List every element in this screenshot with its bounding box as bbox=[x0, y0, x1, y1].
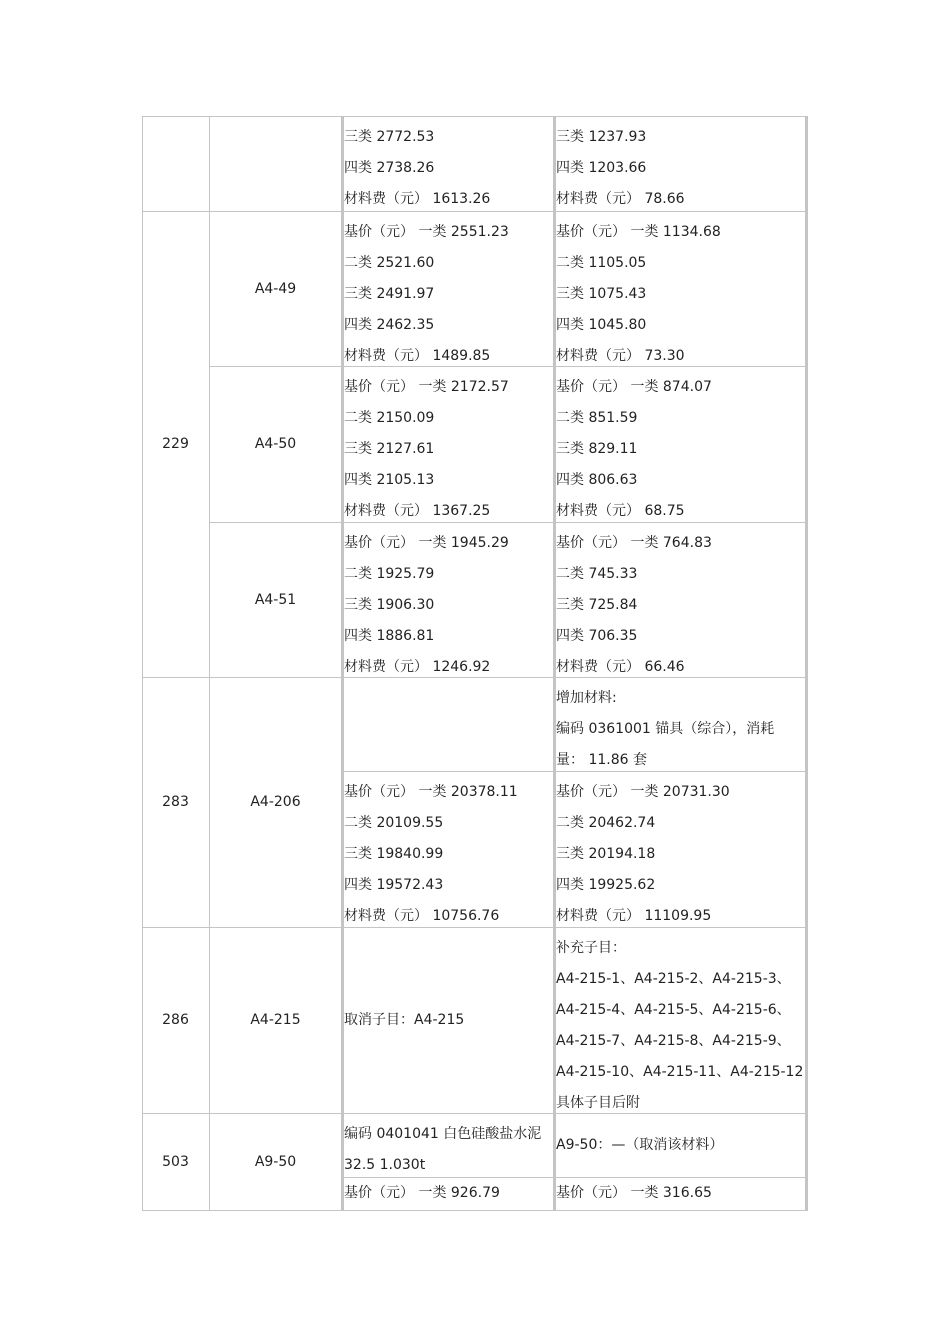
value-line: 四类 1045.80 bbox=[556, 317, 647, 333]
added-material-cell bbox=[556, 677, 805, 776]
value-line: 基价（元） 一类 316.65 bbox=[556, 1185, 712, 1201]
value-line: 三类 2491.97 bbox=[344, 286, 435, 302]
row-number: 503 bbox=[162, 1153, 189, 1170]
value-line: 三类 1237.93 bbox=[556, 129, 647, 145]
value-line: 四类 19925.62 bbox=[556, 877, 656, 893]
value-line: 基价（元） 一类 764.83 bbox=[556, 535, 712, 551]
value-line: 材料费（元） 1489.85 bbox=[344, 348, 491, 364]
value-line: 基价（元） 一类 1945.29 bbox=[344, 535, 509, 551]
value-line: 基价（元） 一类 20378.11 bbox=[344, 784, 518, 800]
cancel-material-text: A9-50：—（取消该材料） bbox=[556, 1136, 724, 1153]
value-line: 二类 2521.60 bbox=[344, 255, 435, 271]
value-line: 补充子目： bbox=[556, 940, 626, 956]
old-values-cell bbox=[344, 366, 553, 527]
value-line: 二类 1925.79 bbox=[344, 566, 435, 582]
value-line: A4-215-4、A4-215-5、A4-215-6、 bbox=[556, 1002, 791, 1018]
value-line: 二类 1105.05 bbox=[556, 255, 647, 271]
value-line: 编码 0401041 白色硅酸盐水泥 bbox=[344, 1126, 542, 1142]
old-values-cell bbox=[344, 522, 553, 683]
value-line: 三类 1906.30 bbox=[344, 597, 435, 613]
value-line: 材料费（元） 1367.25 bbox=[344, 503, 491, 519]
value-line: 基价（元） 一类 874.07 bbox=[556, 379, 712, 395]
cancelled-item-cell bbox=[344, 927, 553, 1113]
value-line: 三类 725.84 bbox=[556, 597, 638, 613]
cancel-material-cell bbox=[556, 1113, 805, 1177]
value-line: 材料费（元） 73.30 bbox=[556, 348, 685, 364]
new-values-cell bbox=[556, 771, 805, 932]
value-line: 材料费（元） 66.46 bbox=[556, 659, 685, 675]
value-line: 三类 20194.18 bbox=[556, 846, 656, 862]
value-line: A4-215-10、A4-215-11、A4-215-12 bbox=[556, 1064, 804, 1080]
row-number: 286 bbox=[162, 1012, 189, 1028]
row-number: 229 bbox=[162, 436, 189, 452]
item-code: A4-49 bbox=[254, 280, 297, 297]
value-line: 材料费（元） 1613.26 bbox=[344, 191, 491, 207]
cancelled-item-text: 取消子目：A4-215 bbox=[344, 1011, 465, 1028]
new-values-cell bbox=[556, 522, 805, 683]
row-number: 283 bbox=[162, 794, 189, 810]
value-line: 四类 2105.13 bbox=[344, 472, 435, 488]
supplementary-items-cell bbox=[556, 927, 805, 1119]
value-line: 材料费（元） 78.66 bbox=[556, 191, 685, 207]
item-code: A9-50 bbox=[254, 1153, 297, 1170]
rule bbox=[805, 116, 808, 1211]
value-line: 增加材料: bbox=[556, 690, 617, 706]
new-values-cell bbox=[556, 1177, 805, 1209]
value-line: 二类 851.59 bbox=[556, 410, 638, 426]
value-line: 材料费（元） 68.75 bbox=[556, 503, 685, 519]
value-line: 三类 19840.99 bbox=[344, 846, 444, 862]
item-code: A4-50 bbox=[254, 436, 297, 452]
value-line: 材料费（元） 10756.76 bbox=[344, 908, 500, 924]
value-line: 编码 0361001 锚具（综合），消耗 bbox=[556, 721, 775, 737]
value-line: 三类 829.11 bbox=[556, 441, 638, 457]
value-line: 二类 745.33 bbox=[556, 566, 638, 582]
value-line: 量： 11.86 套 bbox=[556, 752, 647, 768]
value-line: 材料费（元） 1246.92 bbox=[344, 659, 491, 675]
value-line: 四类 2738.26 bbox=[344, 160, 435, 176]
value-line: 四类 706.35 bbox=[556, 628, 638, 644]
value-line: 三类 1075.43 bbox=[556, 286, 647, 302]
item-code: A4-215 bbox=[250, 1012, 301, 1028]
value-line: 基价（元） 一类 2551.23 bbox=[344, 224, 509, 240]
value-line: 具体子目后附 bbox=[556, 1095, 640, 1111]
value-line: 二类 2150.09 bbox=[344, 410, 435, 426]
new-values-cell bbox=[556, 116, 805, 215]
adjustment-table bbox=[142, 116, 808, 1211]
value-line: 二类 20109.55 bbox=[344, 815, 444, 831]
value-line: 32.5 1.030t bbox=[344, 1157, 426, 1173]
value-line: 基价（元） 一类 20731.30 bbox=[556, 784, 730, 800]
value-line: 四类 1203.66 bbox=[556, 160, 647, 176]
old-values-cell bbox=[344, 771, 553, 932]
new-values-cell bbox=[556, 211, 805, 372]
old-material-cell bbox=[344, 1113, 553, 1181]
item-code: A4-51 bbox=[254, 591, 297, 608]
value-line: 三类 2772.53 bbox=[344, 129, 435, 145]
item-code: A4-206 bbox=[250, 794, 301, 810]
new-values-cell bbox=[556, 366, 805, 527]
value-line: 二类 20462.74 bbox=[556, 815, 656, 831]
value-line: A4-215-1、A4-215-2、A4-215-3、 bbox=[556, 971, 791, 987]
old-values-cell bbox=[344, 1177, 553, 1209]
old-values-cell bbox=[344, 211, 553, 372]
value-line: 材料费（元） 11109.95 bbox=[556, 908, 712, 924]
value-line: 四类 2462.35 bbox=[344, 317, 435, 333]
rule bbox=[142, 1210, 808, 1211]
value-line: 基价（元） 一类 926.79 bbox=[344, 1185, 500, 1201]
value-line: 四类 19572.43 bbox=[344, 877, 444, 893]
value-line: 基价（元） 一类 1134.68 bbox=[556, 224, 721, 240]
value-line: A4-215-7、A4-215-8、A4-215-9、 bbox=[556, 1033, 791, 1049]
value-line: 四类 1886.81 bbox=[344, 628, 435, 644]
value-line: 三类 2127.61 bbox=[344, 441, 435, 457]
value-line: 四类 806.63 bbox=[556, 472, 638, 488]
value-line: 基价（元） 一类 2172.57 bbox=[344, 379, 509, 395]
old-values-cell bbox=[344, 116, 553, 215]
